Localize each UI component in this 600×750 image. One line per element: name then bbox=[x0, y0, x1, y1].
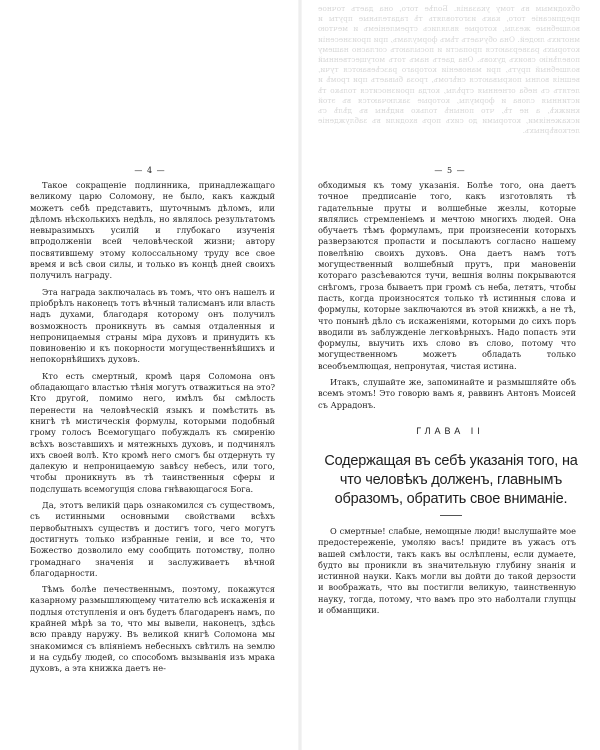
bleed-through-text: обходимым въ тому указанія. Болѣе того, она даетъ точное предписаніе того, какъ изготовлять тѣ гадательные пруты и волшебные жезлы, которые являлись стремленіемъ и мечтою многихъ людей. Она обучаетъ тѣмъ формуламъ, при произнесеніи которыхъ разверзаются пропасти и посылаютъ согласно нашему повелѣнію своихъ духовъ. Она даетъ намъ тотъ могущественный волшебный прутъ, при мановеніи котораго разсѣеваются тучи, вешнія волны покрываются снѣгомъ, гроза бываетъ при громѣ и летятъ съ неба огненныя стрѣлы, когда произносится только тѣ истинныя слова и формулы, которые заключаются въ этой книжкѣ, а не тѣ, что понынѣ только видѣны въ дѣлѣ съ искаженіями, которыми до сихъ поръ входили въ заблужденіе легковѣрныхъ. bbox=[318, 4, 580, 136]
chapter-title: Содержащая въ себѣ указанія того, на что человѣкъ долженъ, главнымъ образомъ, обратить свое вниманіе. bbox=[324, 453, 578, 507]
paragraph: Итакъ, слушайте же, запоминайте и размышляйте объ всемъ этомъ! Это говорю вамъ я, раввинъ Антонъ Моисей съ Аррадонъ. bbox=[318, 377, 576, 410]
paragraph: обходимыя къ тому указанія. Болѣе того, она даетъ точное предписаніе того, какъ изготовлять тѣ гадательные пруты и волшебные жезлы, которые являлись стремленіемъ и мечтою многихъ людей. Она обучаетъ тѣмъ формуламъ, при произнесеніи которыхъ разверзаются пропасти и посылаютъ согласно нашему повелѣнію своихъ духовъ. Она даетъ намъ тотъ могущественный волшебный прутъ, при мановеніи котораго разсѣеваются тучи, вешнія волны покрываются снѣгомъ, гроза бываетъ при громѣ съ неба, летятъ, чтобы пасть, когда произносятся только тѣ истинныя слова и формулы, которые заключаются въ этой книжкѣ, а не тѣ, что понынѣ дѣло съ искаженіями, которыми до сихъ поръ вводили въ заблужденіе легковѣрныхъ. Надо попасть эти формулы, выучить ихъ слово въ слово, потому что могущественномъ можетъ обладать только всеобъемлющая, непронутая, чистая истина. bbox=[318, 180, 576, 371]
paragraph: Да, этотъ великій царь ознакомился съ существомъ, съ истинными основными свойствами всѣхъ первобытныхъ существъ и достигъ того, чего могутъ достигнуть только избранные геніи, и все то, что Божество дозволило ему сообщить потомству, полно громаднаго значенія и заслуживаетъ вѣчной благодарности. bbox=[30, 500, 275, 578]
paragraph: Такое сокращеніе подлинника, принадлежащаго великому царю Соломону, не было, какъ каждый можетъ себѣ представить, шуточнымъ дѣломъ, или дѣломъ нѣсколькихъ недѣль, но являлось результатомъ невыразимыхъ усилій и глубокаго изученія впродолженіи всей человѣческой жизни; автору посвятившему этому колоссальному труду все свое время и всѣ свои силы, и только въ концѣ дней своихъ получилъ награду. bbox=[30, 180, 275, 281]
paragraph: Эта награда заключалась въ томъ, что онъ нашелъ и пріобрѣлъ наконецъ тотъ вѣчный талисманъ или власть надъ духами, благодаря которому онъ получилъ возможность проникнуть въ самыя отдаленныя и непроницаемыя страны міра духовъ и принудить къ повиновенію и къ покорности могущественнѣйшихъ и непокорнѣйшихъ духовъ. bbox=[30, 286, 275, 365]
paragraph: О смертные! слабые, немощные люди! выслушайте мое предостереженіе, умоляю васъ! придите въ ужасъ отъ вашей смѣлости, такъ какъ вы ослѣплены, если думаете, будто вы проникли въ значительную глубину знанія и истинной науки. Какъ могли вы дойти до такой дерзости и воображать, что вы постигли великую, таинственную науку, тогда, потому, что вамъ про это наболтали глупцы и обманщики. bbox=[318, 526, 576, 616]
chapter-label: ГЛАВА II bbox=[416, 426, 484, 436]
right-page bbox=[300, 0, 600, 750]
right-text-column bbox=[318, 180, 576, 416]
paragraph: Тѣмъ болѣе печественнымъ, поэтому, покажутся казарному размышляющему читателю всѣ искаженія и подлыя отступленія и онъ будетъ благодаренъ намъ, по крайней мѣрѣ за то, что мы вывели, наконецъ, здѣсь всю правду наружу. Въ великой книгѣ Соломона мы знакомимся съ вліяніемъ небесныхъ свѣтилъ на землю и на судьбу людей, со способомъ вызыванія изъ мрака духовъ, а эта книжка даетъ не- bbox=[30, 584, 275, 674]
paragraph: Кто есть смертный, кромѣ царя Соломона онъ обладающаго властью тѣнія могутъ отважиться на это? Кто другой, помимо него, имѣлъ бы смѣлость перенести на человѣческій языкъ и помѣстить въ книгѣ тѣ мистическія формулы, которыми подобный грому голосъ Всемогущаго побуждалъ къ смиренію всѣхъ возставшихъ и мятежныхъ духовъ, и подчинялъ ихъ своей волѣ. Кто кромѣ него смогъ бы отдернуть ту далекую и непроницаемую завѣсу небесъ, или того, чтобы проникнуть въ тѣ таинственныя сферы и подслушать всемогущія слова гнѣвающагося Бога. bbox=[30, 370, 275, 494]
left-text-column bbox=[30, 180, 275, 679]
page-number-right: — 5 — bbox=[434, 166, 466, 175]
section-rule bbox=[440, 515, 462, 516]
page-number-left: — 4 — bbox=[134, 166, 166, 175]
chapter-text bbox=[318, 526, 576, 616]
